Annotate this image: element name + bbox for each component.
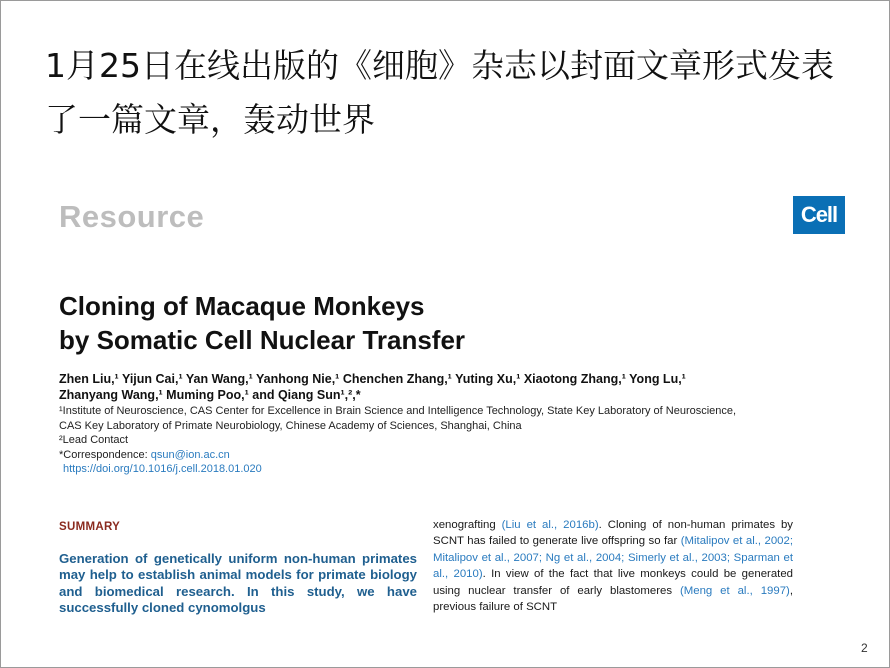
citation-link[interactable]: (Meng et al., 1997)	[679, 584, 790, 597]
correspondence-email-link[interactable]: qsun@ion.ac.cn	[150, 448, 230, 461]
author-list	[59, 371, 819, 403]
body-text-span: , previous failure of SCNT	[433, 584, 793, 614]
cell-journal-logo: Cell	[793, 196, 845, 234]
body-text-span: xenografting	[433, 519, 502, 531]
affiliation-line-1: ¹Institute of Neuroscience, CAS Center for Excellence in Brain Science and Intelligence Technology, State Key Laboratory of Neuroscience,	[59, 405, 737, 417]
authors-line-1: Zhen Liu,¹ Yijun Cai,¹ Yan Wang,¹ Yanhong Nie,¹ Chenchen Zhang,¹ Yuting Xu,¹ Xiaotong Zhang,¹ Yong Lu,¹	[59, 372, 686, 386]
affiliations	[59, 404, 849, 477]
slide-title	[45, 39, 865, 147]
slide-title-line-2: 了一篇文章，轰动世界	[45, 100, 375, 139]
body-text-span: . In view of the fact that live monkeys could be generated using nuclear transfer of early blastomeres	[433, 568, 793, 597]
body-text-span: . Cloning of non-human primates by SCNT has failed to generate live offspring so far	[433, 519, 793, 548]
slide-title-line-1: 1月25日在线出版的《细胞》杂志以封面文章形式发表	[45, 46, 834, 85]
paper-title-line-2: by Somatic Cell Nuclear Transfer	[59, 325, 466, 355]
correspondence	[59, 448, 849, 463]
affiliation-line-2: CAS Key Laboratory of Primate Neurobiology, Chinese Academy of Sciences, Shanghai, China	[59, 419, 522, 432]
paper-title	[59, 289, 759, 357]
authors-line-2: Zhanyang Wang,¹ Muming Poo,¹ and Qiang Sun¹,²,*	[59, 388, 361, 402]
citation-link[interactable]: (Mitalipov et al., 2002; Mitalipov et al., 2007; Ng et al., 2004; Simerly et al., 2003; Sparman et al., 2010)	[433, 535, 793, 581]
summary-heading: SUMMARY	[59, 521, 121, 533]
page-number: 2	[861, 641, 868, 655]
doi-link[interactable]: https://doi.org/10.1016/j.cell.2018.01.020	[63, 463, 262, 476]
citation-link[interactable]: (Liu et al., 2016b)	[501, 519, 599, 531]
lead-contact: ²Lead Contact	[59, 434, 129, 447]
body-text-right-column	[433, 517, 793, 615]
section-label: Resource	[59, 199, 205, 234]
paper-title-line-1: Cloning of Macaque Monkeys	[59, 291, 425, 321]
correspondence-label: *Correspondence:	[59, 448, 151, 461]
paper-excerpt-image	[57, 191, 849, 621]
summary-text: Generation of genetically uniform non-human primates may help to establish animal models for primate biology and biomedical research. In this study, we have successfully cloned cynomolgus	[59, 551, 417, 616]
